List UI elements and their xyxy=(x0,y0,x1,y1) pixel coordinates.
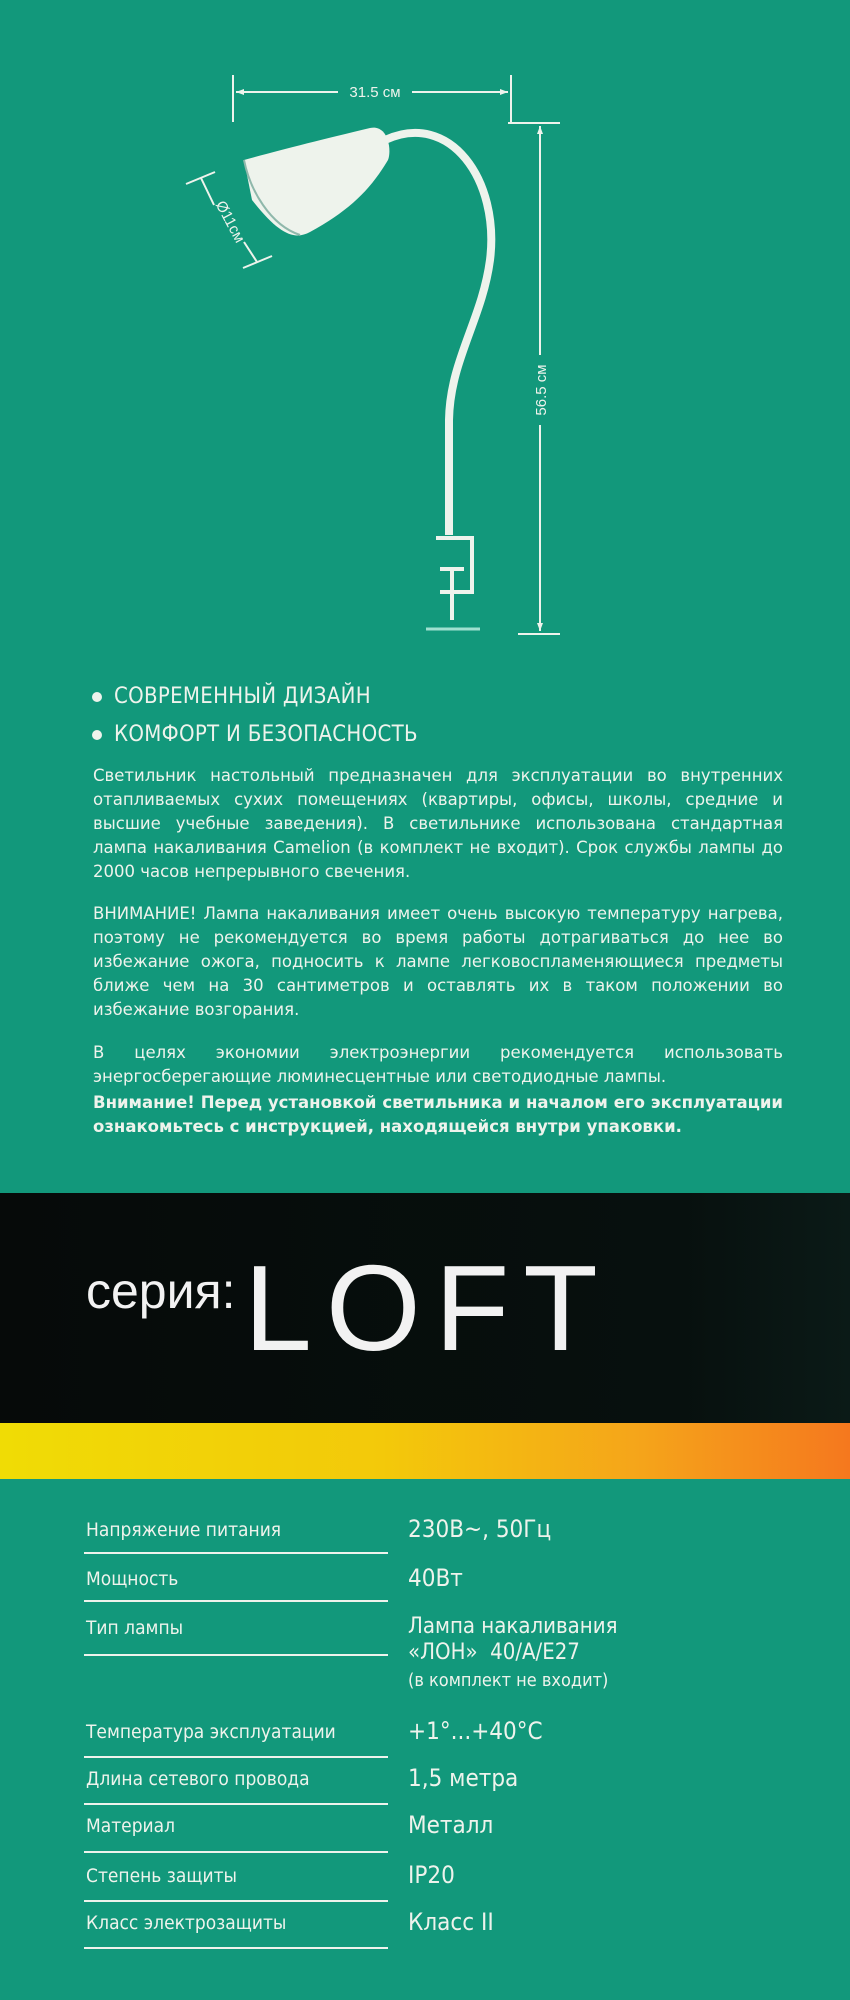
spec-label: Класс электрозащиты xyxy=(86,1912,287,1934)
height-dimension-label: 56.5 см xyxy=(533,364,550,416)
width-dimension-label: 31.5 см xyxy=(349,84,401,101)
spec-value: Лампа накаливания xyxy=(408,1614,618,1639)
energy-saving-paragraph: В целях экономии электроэнергии рекомендуется использовать энергосберегающие люминесцентные или светодиодные лампы. xyxy=(93,1043,783,1086)
bullet-icon xyxy=(92,730,102,740)
spec-label: Степень защиты xyxy=(86,1865,238,1887)
spec-divider xyxy=(84,1900,388,1902)
spec-label: Мощность xyxy=(86,1568,179,1590)
spec-divider xyxy=(84,1552,388,1554)
gradient-stripe xyxy=(0,1423,850,1479)
series-name: LOFT xyxy=(244,1240,612,1376)
spec-divider xyxy=(84,1756,388,1758)
spec-divider xyxy=(84,1654,388,1656)
feature-text: КОМФОРТ И БЕЗОПАСНОСТЬ xyxy=(114,722,418,747)
spec-label: Длина сетевого провода xyxy=(86,1768,310,1790)
spec-value: Класс II xyxy=(408,1908,494,1936)
spec-divider xyxy=(84,1600,388,1602)
feature-bullet xyxy=(92,722,418,747)
series-label: серия: xyxy=(86,1263,236,1319)
description-paragraph: Светильник настольный предназначен для эксплуатации во внутренних отапливаемых сухих помещениях (квартиры, офисы, школы, средние и высшие учебные заведения). В светильнике использована стандартная лампа накаливания Camelion (в комплект не входит). Срок службы лампы до 2000 часов непрерывного свечения. xyxy=(93,766,783,881)
feature-bullet xyxy=(92,684,371,709)
spec-label: Напряжение питания xyxy=(86,1519,282,1541)
spec-value: 230В~, 50Гц xyxy=(408,1515,552,1543)
lamp-dimension-drawing xyxy=(0,0,850,680)
spec-label: Температура эксплуатации xyxy=(86,1721,336,1743)
spec-value: 40Вт xyxy=(408,1564,463,1592)
spec-divider xyxy=(84,1947,388,1949)
spec-note: (в комплект не входит) xyxy=(408,1670,609,1691)
spec-value: +1°...+40°С xyxy=(408,1717,543,1745)
spec-label: Тип лампы xyxy=(86,1617,184,1639)
spec-value: Металл xyxy=(408,1811,494,1839)
warning-paragraph: ВНИМАНИЕ! Лампа накаливания имеет очень высокую температуру нагрева, поэтому не рекомендуется во время работы дотрагиваться до нее во избежание ожога, подносить к лампе легковоспламеняющиеся предметы ближе чем на 30 сантиметров и оставлять их в таком положении во избежание возгорания. xyxy=(93,904,783,1019)
bullet-icon xyxy=(92,692,102,702)
spec-value: IP20 xyxy=(408,1861,455,1889)
spec-label: Материал xyxy=(86,1815,176,1837)
spec-divider xyxy=(84,1851,388,1853)
spec-value-line2: «ЛОН» 40/A/E27 xyxy=(408,1640,580,1665)
diameter-dimension-label: Ø11см xyxy=(211,198,249,246)
spec-divider xyxy=(84,1803,388,1805)
installation-warning: Внимание! Перед установкой светильника и началом его эксплуатации ознакомьтесь с инструкцией, находящейся внутри упаковки. xyxy=(93,1093,783,1136)
feature-text: СОВРЕМЕННЫЙ ДИЗАЙН xyxy=(114,684,371,709)
spec-value: 1,5 метра xyxy=(408,1764,519,1792)
